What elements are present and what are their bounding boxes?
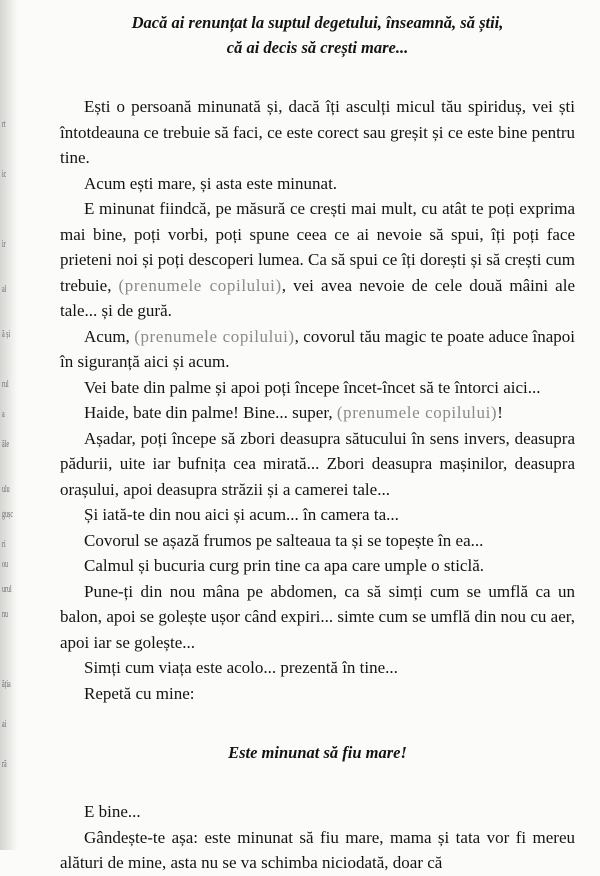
- paragraph-text: , vei avea nevoie de cele două mâini ale tale... și de gură.: [60, 275, 575, 320]
- heading-line: că ai decis să crești mare...: [226, 38, 409, 57]
- gutter-fragment: ou: [2, 559, 8, 570]
- heading-line: Dacă ai renunțat la suptul degetului, înseamnă, să știi,: [131, 13, 504, 32]
- gutter-fragment: ai: [2, 719, 7, 730]
- gutter-fragment: ic: [2, 169, 7, 180]
- paragraph: Vei bate din palme și apoi poți începe încet-încet să te întorci aici...: [84, 377, 541, 397]
- gutter-fragment: gușc: [2, 509, 14, 520]
- binding-gutter: [0, 0, 18, 850]
- paragraph: Repetă cu mine:: [84, 683, 195, 703]
- paragraph: E bine...: [84, 802, 141, 821]
- gutter-fragment: ră: [2, 759, 7, 770]
- gutter-fragment: ăția: [2, 679, 11, 690]
- gutter-fragment: rul: [2, 379, 9, 390]
- paragraph: Gândește-te așa: este minunat să fiu mare, mama și tata vor fi mereu alături de mine, asta nu se va schimba niciodată, doar că: [60, 827, 575, 872]
- paragraph-text: E minunat fiindcă, pe măsură ce crești mai mult, cu atât te poți exprima mai bine, poți vorbi, poți spune ceea ce ai nevoie să spui, îți poți face prieteni noi și poți descoperi lumea. Ca să spui ce îți dorești și să crești cum trebuie,: [60, 199, 575, 295]
- paragraph-text: , covorul tău magic te poate aduce înapoi în siguranță aici și acum.: [60, 326, 576, 371]
- paragraph: Simți cum viața este acolo... prezentă în tine...: [84, 658, 398, 677]
- paragraph: Așadar, poți începe să zbori deasupra sătucului în sens invers, deasupra pădurii, uite iar bufnița cea mirată... Zbori deasupra mașinilor, deasupra orașului, apoi deasupra străzii și a camerei tale...: [60, 428, 575, 499]
- paragraph-text: Acum,: [84, 326, 135, 346]
- paragraph: Pune-ți din nou mâna pe abdomen, ca să simți cum se umflă ca un balon, apoi se golește ușor când expiri... simte cum se umflă din nou cu aer, apoi iar se golește...: [60, 581, 575, 652]
- child-name-placeholder: (prenumele copilului): [336, 403, 498, 422]
- paragraph: [60, 324, 575, 375]
- gutter-fragment: ir: [2, 239, 6, 250]
- gutter-fragment: a: [2, 409, 5, 420]
- paragraph: [60, 196, 575, 324]
- gutter-fragment: al: [2, 284, 7, 295]
- paragraph: Calmul și bucuria curg prin tine ca apa care umple o sticlă.: [84, 556, 484, 575]
- gutter-fragment: urul: [2, 584, 12, 595]
- paragraph-text: Haide, bate din palme! Bine... super,: [84, 403, 337, 422]
- gutter-fragment: ă și: [2, 329, 11, 340]
- gutter-fragment: rt: [2, 119, 6, 130]
- paragraph-text: !: [497, 403, 503, 422]
- book-page: [60, 10, 575, 876]
- paragraph: [60, 400, 575, 426]
- paragraph: Covorul se așază frumos pe salteaua ta și se topește în ea...: [84, 530, 484, 550]
- gutter-fragment: nu: [2, 609, 8, 620]
- gutter-fragment: ăle: [2, 439, 9, 450]
- body-text: [60, 94, 575, 876]
- paragraph: Ești o persoană minunată și, dacă îți asculți micul tău spiriduș, vei ști întotdeauna ce trebuie să faci, ce este corect sau greșit și ce este bine pentru tine.: [60, 97, 575, 167]
- gutter-fragment: ri: [2, 539, 6, 550]
- paragraph: Și iată-te din nou aici și acum... în camera ta...: [84, 505, 399, 524]
- child-name-placeholder: (prenumele copilului): [118, 275, 282, 295]
- section-heading: [60, 10, 575, 60]
- child-name-placeholder: (prenumele copilului): [134, 326, 295, 346]
- affirmation-heading: Este minunat să fiu mare!: [228, 743, 407, 762]
- gutter-fragment: ulu: [2, 484, 10, 495]
- paragraph: Acum ești mare, și asta este minunat.: [84, 173, 338, 193]
